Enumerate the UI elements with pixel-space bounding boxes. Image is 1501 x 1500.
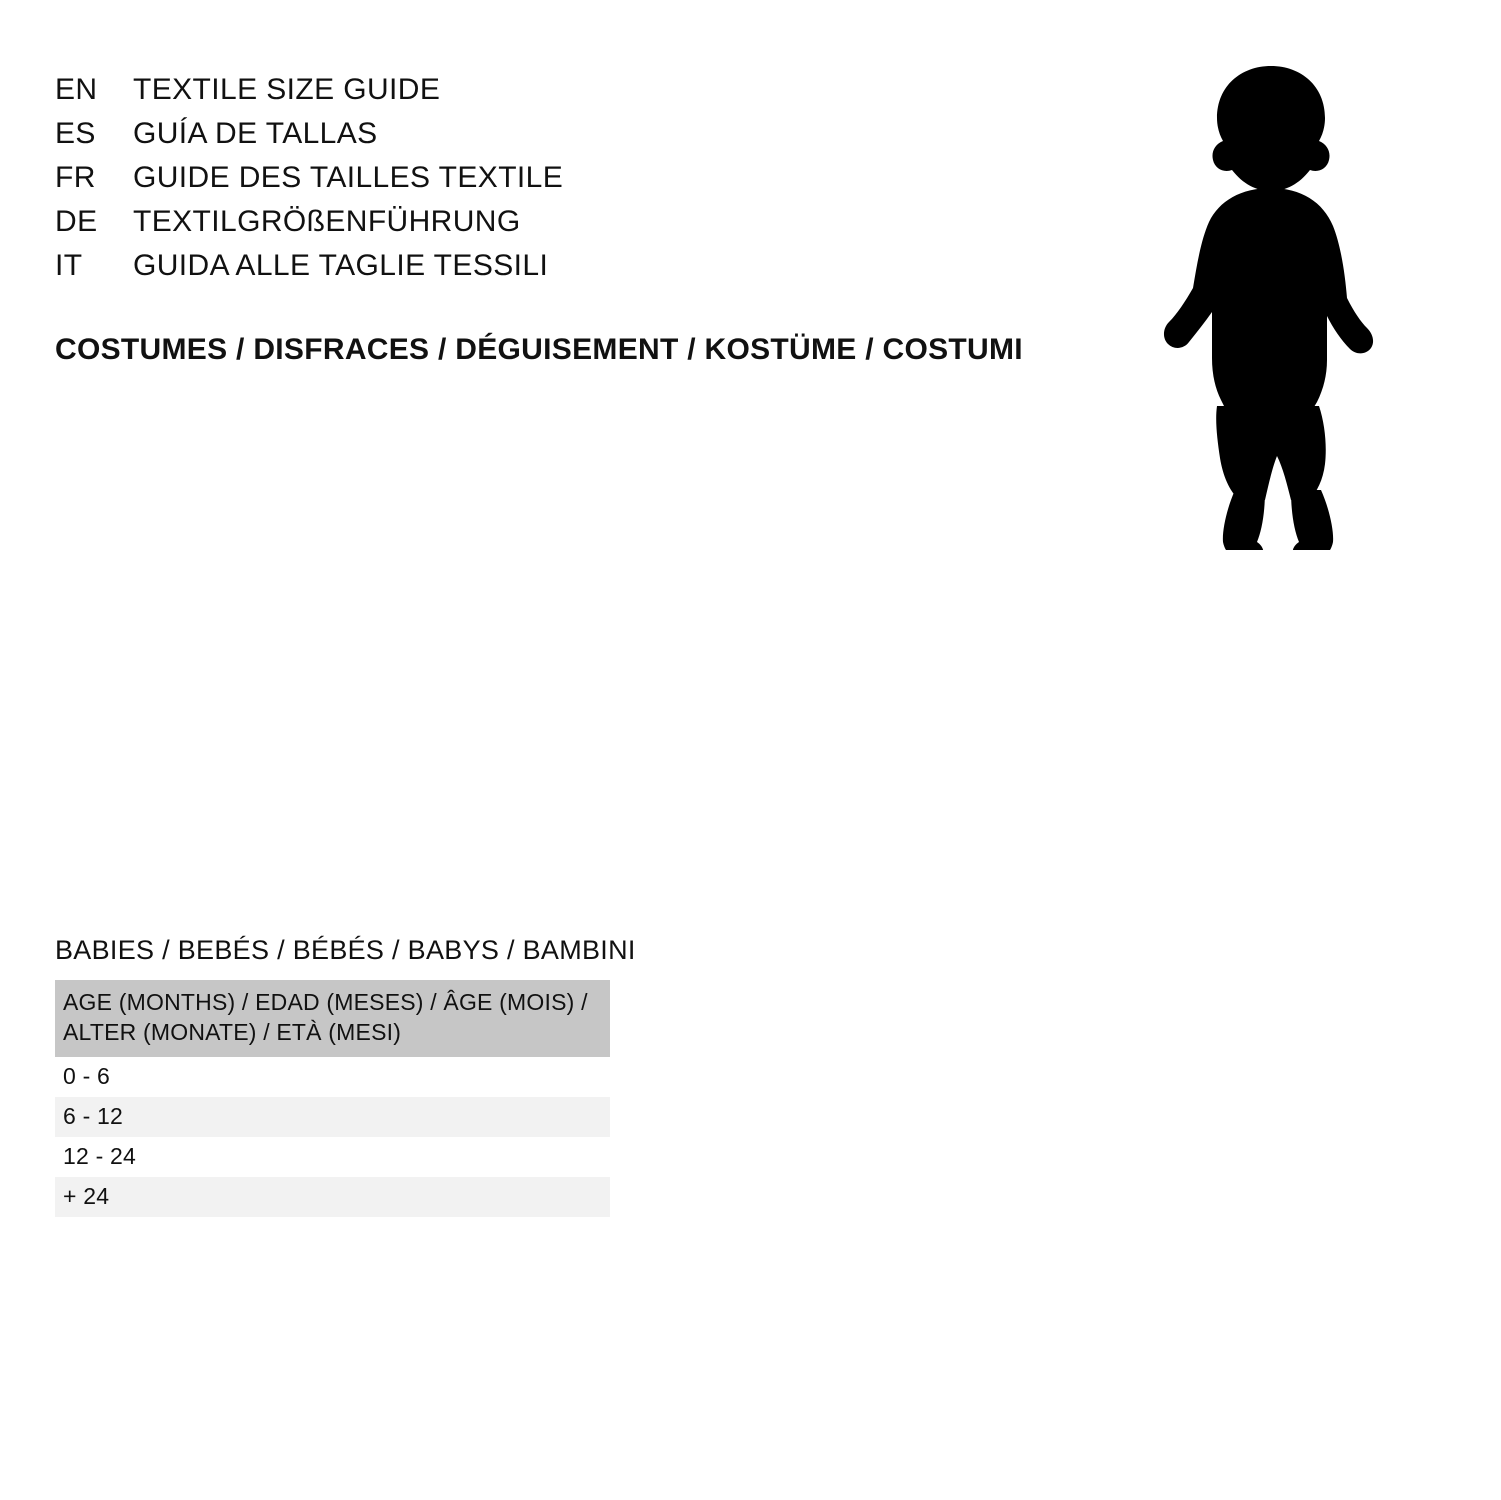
language-text-es: GUÍA DE TALLAS xyxy=(133,117,378,150)
language-row-fr xyxy=(55,161,1055,205)
size-table xyxy=(55,980,610,1217)
table-header-row xyxy=(55,980,610,1057)
language-text-fr: GUIDE DES TAILLES TEXTILE xyxy=(133,161,564,194)
baby-silhouette-icon xyxy=(1105,60,1445,550)
language-row-es xyxy=(55,117,1055,161)
group-title: BABIES / BEBÉS / BÉBÉS / BABYS / BAMBINI xyxy=(55,935,636,965)
language-list xyxy=(55,73,1055,293)
language-text-it: GUIDA ALLE TAGLIE TESSILI xyxy=(133,249,549,282)
table-row xyxy=(55,1057,610,1097)
table-row xyxy=(55,1137,610,1177)
language-code-de: DE xyxy=(55,205,98,238)
language-text-de: TEXTILGRÖßENFÜHRUNG xyxy=(133,205,521,238)
language-row-it xyxy=(55,249,1055,293)
language-code-it: IT xyxy=(55,249,83,282)
language-code-fr: FR xyxy=(55,161,96,194)
table-row xyxy=(55,1097,610,1137)
column-header-age: AGE (MONTHS) / EDAD (MESES) / ÂGE (MOIS) / ALTER (MONATE) / ETÀ (MESI) xyxy=(55,980,610,1057)
language-row-de xyxy=(55,205,1055,249)
cell-age-range: 0 - 6 xyxy=(55,1057,610,1097)
language-code-es: ES xyxy=(55,117,96,150)
size-table-section xyxy=(55,935,636,1217)
language-code-en: EN xyxy=(55,73,98,106)
table-row xyxy=(55,1177,610,1217)
category-line: COSTUMES / DISFRACES / DÉGUISEMENT / KOSTÜME / COSTUMI xyxy=(55,333,1023,366)
cell-age-range: 6 - 12 xyxy=(55,1097,610,1137)
language-row-en xyxy=(55,73,1055,117)
cell-age-range: 12 - 24 xyxy=(55,1137,610,1177)
language-text-en: TEXTILE SIZE GUIDE xyxy=(133,73,441,106)
cell-age-range: + 24 xyxy=(55,1177,610,1217)
